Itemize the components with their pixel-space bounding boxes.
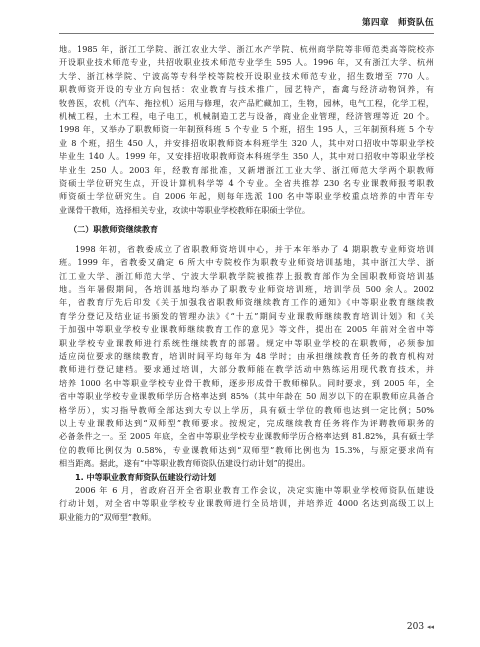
header-rule bbox=[59, 33, 434, 34]
text-line-content: 职业学校专业课教师进行系统性继续教育的部署。规定中等职业学校的在职教师，必须参加 bbox=[59, 337, 434, 348]
section-heading bbox=[59, 223, 434, 236]
text-line bbox=[59, 56, 434, 69]
text-line bbox=[59, 164, 434, 177]
text-line bbox=[59, 283, 434, 296]
text-line bbox=[59, 457, 434, 470]
text-line bbox=[59, 390, 434, 403]
text-line bbox=[59, 296, 434, 309]
text-line bbox=[59, 137, 434, 150]
text-line-content: 1998 年，又举办了职教师资一年制预科班 5 个专业 5 个班，招生 195 人，三年制预科班 5 个专 bbox=[59, 124, 434, 135]
text-line bbox=[59, 243, 434, 256]
text-line-content: 牧兽医，农机（汽车、拖拉机）运用与修理，农产品贮藏加工，生物，园林，电气工程，化学工程， bbox=[59, 97, 434, 108]
text-line-content: 年，省教育厅先后印发《关于加强我省职教师资继续教育工作的通知》《中等职业教育继续教 bbox=[59, 297, 434, 308]
text-line bbox=[59, 511, 434, 524]
text-line-content: 1998 年初，省教委成立了省职教师资培训中心，并于本年举办了 4 期职教专业师资培训 bbox=[75, 243, 434, 254]
text-line bbox=[59, 256, 434, 269]
text-line-content: 大学、浙江林学院、宁波高等专科学校等院校开设职业技术师范专业，招生数增至 770 人。 bbox=[59, 70, 434, 81]
text-line bbox=[59, 323, 434, 336]
page-number-mark: ◂◂ bbox=[426, 623, 434, 631]
text-line-content: 毕业生 140 人。1999 年，又安排招收职教师资本科班学生 350 人，其中对口招收中等职业学校 bbox=[59, 151, 434, 162]
text-line bbox=[59, 177, 434, 190]
text-line bbox=[59, 270, 434, 283]
text-line bbox=[59, 83, 434, 96]
text-line bbox=[59, 190, 434, 203]
text-line-content: 职教师资开设的专业方向包括：农业教育与技术推广，园艺特产，畜禽与经济动物饲养，有 bbox=[59, 84, 434, 95]
text-line-content: 相当距离。据此，遂有“中等职业教育师资队伍建设行动计划”的提出。 bbox=[59, 458, 311, 469]
text-line-content: 机械工程，土木工程，电子电工，机械制造工艺与设备，商业企业管理，经济管理等近 20 个。 bbox=[59, 111, 434, 122]
text-line bbox=[59, 123, 434, 136]
text-line bbox=[59, 430, 434, 443]
text-line-content: 师资硕士学位研究生。自 2006 年起，则每年选派 100 名中等职业学校重点培养的中青年专 bbox=[59, 191, 434, 202]
text-line bbox=[59, 417, 434, 430]
page-number-value: 203 bbox=[406, 622, 425, 632]
text-line-content: 格学历），实习指导教师全部达到大专以上学历，具有硕士学位的教师也达到一定比例；50% bbox=[59, 404, 434, 415]
text-line bbox=[59, 70, 434, 83]
text-line-content: 适应岗位要求的继续教育，培训时间平均每年为 48 学时；由承担继续教育任务的教育机构对 bbox=[59, 350, 434, 361]
text-line bbox=[59, 497, 434, 510]
text-line bbox=[59, 43, 434, 56]
text-line-content: 于加强中等职业学校专业课教师继续教育工作的意见》等文件，提出在 2005 年前对全省中等 bbox=[59, 324, 434, 335]
text-line bbox=[59, 377, 434, 390]
text-line-content: 资硕士学位研究生点，开设计算机科学等 4 个专业。全省共推荐 230 名专业课教师报考职教 bbox=[59, 178, 434, 189]
text-line bbox=[59, 363, 434, 376]
text-line bbox=[59, 97, 434, 110]
text-line bbox=[59, 310, 434, 323]
text-line-content: 教师进行登记建档。要求通过培训，大部分教师能在教学活动中熟练运用现代教育技术，并 bbox=[59, 364, 434, 375]
text-line-content: 班。1999 年，省教委又确定 6 所大中专院校作为职教专业师资培训基地，其中浙江大学、浙 bbox=[59, 257, 434, 268]
text-line-content: 地。当年暑假期间，各培训基地均举办了职教专业师资培训班，培训学员 500 余人。2002 bbox=[59, 283, 434, 294]
text-line bbox=[59, 404, 434, 417]
text-line-content: 位的教师比例仅为 0.58%，专业课教师达到“双师型”教师比例也为 15.3%，与原定要求尚有 bbox=[59, 444, 434, 455]
text-line-content: 业 8 个班，招生 450 人，并安排招收职教师资本科班学生 320 人，其中对口招收中等职业学校 bbox=[59, 137, 434, 148]
text-line-content: 业课骨干教师，选择相关专业，攻读中等职业学校教师在职硕士学位。 bbox=[59, 204, 310, 215]
text-line bbox=[59, 484, 434, 497]
text-line bbox=[59, 204, 434, 217]
section-heading bbox=[59, 471, 434, 484]
text-line-content: 培养 1000 名中等职业学校专业骨干教师，逐步形成骨干教师梯队。同时要求，到 2005 年，全 bbox=[59, 377, 434, 388]
section-heading-text: 1. 中等职业教育师资队伍建设行动计划 bbox=[75, 471, 217, 482]
text-line-content: 地。1985 年，浙江工学院、浙江农业大学、浙江水产学院、杭州商学院等非师范类高等院校亦 bbox=[59, 44, 434, 54]
text-line-content: 开设职业技术师范专业，共招收职业技术师范专业学生 595 人。1996 年，又有浙江大学、杭州 bbox=[59, 57, 434, 68]
text-line bbox=[59, 110, 434, 123]
text-line bbox=[59, 150, 434, 163]
text-line bbox=[59, 337, 434, 350]
text-line bbox=[59, 350, 434, 363]
text-line-content: 2006 年 6 月，省政府召开全省职业教育工作会议，决定实施中等职业学校师资队伍建设 bbox=[75, 485, 434, 495]
text-line-content: 必备条件之一。至 2005 年底，全省中等职业学校专业课教师学历合格率达到 81.82%，具有硕士学 bbox=[59, 431, 434, 442]
text-line-content: 江工业大学、浙江师范大学、宁波大学职教学院被推荐上报教育部作为全国职教师资培训基 bbox=[59, 270, 434, 281]
page-number bbox=[407, 622, 434, 632]
text-line-content: 以上专业课教师达到“双师型”教师要求。按规定，完成继续教育任务将作为评聘教师职务的 bbox=[59, 417, 434, 428]
text-line-content: 职业能力的“双师型”教师。 bbox=[59, 511, 157, 522]
body-text bbox=[59, 43, 434, 524]
text-line-content: 毕业生 250 人。2003 年，经教育部批准，又新增浙江工业大学、浙江师范大学两个职教师 bbox=[59, 164, 434, 175]
text-line bbox=[59, 444, 434, 457]
text-line-content: 行动计划，对全省中等职业学校专业课教师进行全员培训，并培养近 4000 名达到高级工以上 bbox=[59, 498, 434, 509]
text-line-content: 育学分登记及结业证书颁发的管理办法》《“十五”期间专业课教师继续教育培训计划》和《关 bbox=[59, 310, 434, 321]
section-heading-text: （二）职教师资继续教育 bbox=[69, 224, 159, 235]
chapter-running-head: 第四章 师资队伍 bbox=[362, 18, 434, 28]
text-line-content: 省中等职业学校专业课教师学历合格率达到 85%（其中年龄在 50 周岁以下的在职教师应具备合 bbox=[59, 391, 434, 402]
